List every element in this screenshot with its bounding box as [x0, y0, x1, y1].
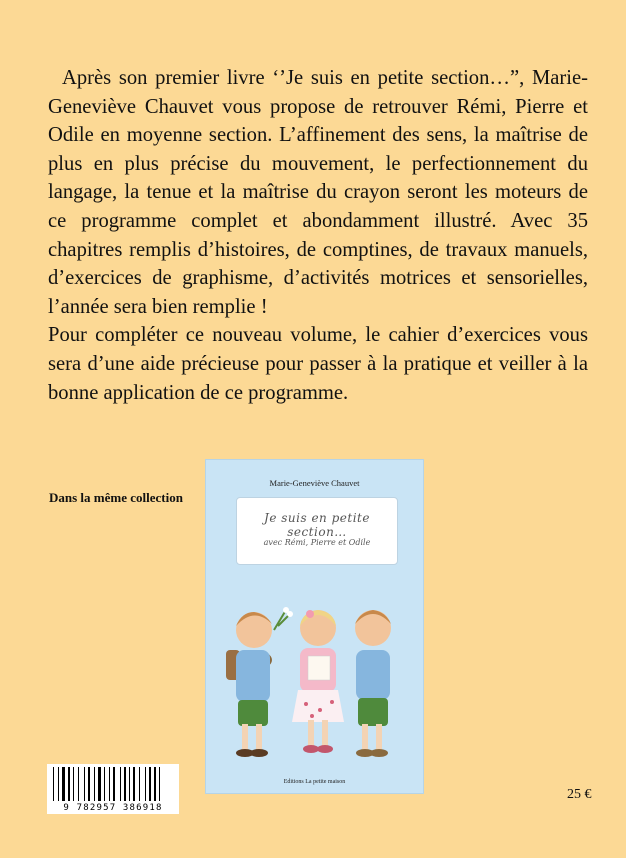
- barcode-bar: [149, 767, 151, 801]
- barcode-bar: [139, 767, 140, 801]
- book-cover-thumbnail: [206, 460, 423, 793]
- book-title-box: [236, 497, 398, 565]
- barcode-bar: [73, 767, 74, 801]
- barcode-bar: [62, 767, 65, 801]
- barcode-bar: [124, 767, 126, 801]
- barcode-bar: [94, 767, 95, 801]
- book-author: Marie-Geneviève Chauvet: [269, 478, 360, 488]
- barcode-bar: [159, 767, 160, 801]
- blurb-paragraph-2: Pour compléter ce nouveau volume, le cahier d’exercices vous sera d’une aide précieuse pour passer à la pratique et veiller à la bonne application de ce programme.: [48, 324, 588, 404]
- right-boy-figure: [355, 610, 391, 757]
- children-illustration: [212, 600, 417, 775]
- barcode-bar: [53, 767, 54, 801]
- barcode-bar: [109, 767, 110, 801]
- barcode-bar: [113, 767, 115, 801]
- isbn-barcode: [47, 764, 179, 814]
- book-publisher: Editions La petite maison: [283, 779, 346, 785]
- barcode-bar: [133, 767, 135, 801]
- barcode-bar: [68, 767, 70, 801]
- blurb-paragraph-1: Après son premier livre ‘’Je suis en petite section…”, Marie-Geneviève Chauvet vous propose de retrouver Rémi, Pierre et Odile en moyenne section. L’affinement des sens, la maîtrise de plus en plus précise du mouvement, le perfectionnement du langage, la tenue et la maîtrise du crayon seront les moteurs de ce programme complet et abondamment illustré. Avec 35 chapitres remplis d’histoires, de comptines, de travaux manuels, d’exercices de graphisme, d’activités motrices et sensorielles, l’année sera bien remplie !: [48, 67, 588, 318]
- barcode-bar: [154, 767, 156, 801]
- girl-figure: [292, 610, 344, 753]
- price-label: 25 €: [567, 787, 592, 802]
- barcode-bar: [58, 767, 59, 801]
- barcode-bar: [84, 767, 85, 801]
- barcode-bar: [104, 767, 105, 801]
- back-cover-blurb: [48, 64, 588, 407]
- barcode-bar: [98, 767, 101, 801]
- barcode-bar: [78, 767, 79, 801]
- barcode-digits: 9 782957 386918: [50, 803, 176, 813]
- barcode-bar: [145, 767, 146, 801]
- book-title: Je suis en petite section…: [264, 511, 370, 539]
- barcode-bar: [129, 767, 130, 801]
- book-subtitle: avec Rémi, Pierre et Odile: [263, 538, 371, 547]
- barcode-bar: [88, 767, 90, 801]
- barcode-bars: [47, 764, 179, 804]
- barcode-bar: [120, 767, 121, 801]
- left-boy-figure: [226, 607, 293, 757]
- collection-label: Dans la même collection: [49, 490, 183, 505]
